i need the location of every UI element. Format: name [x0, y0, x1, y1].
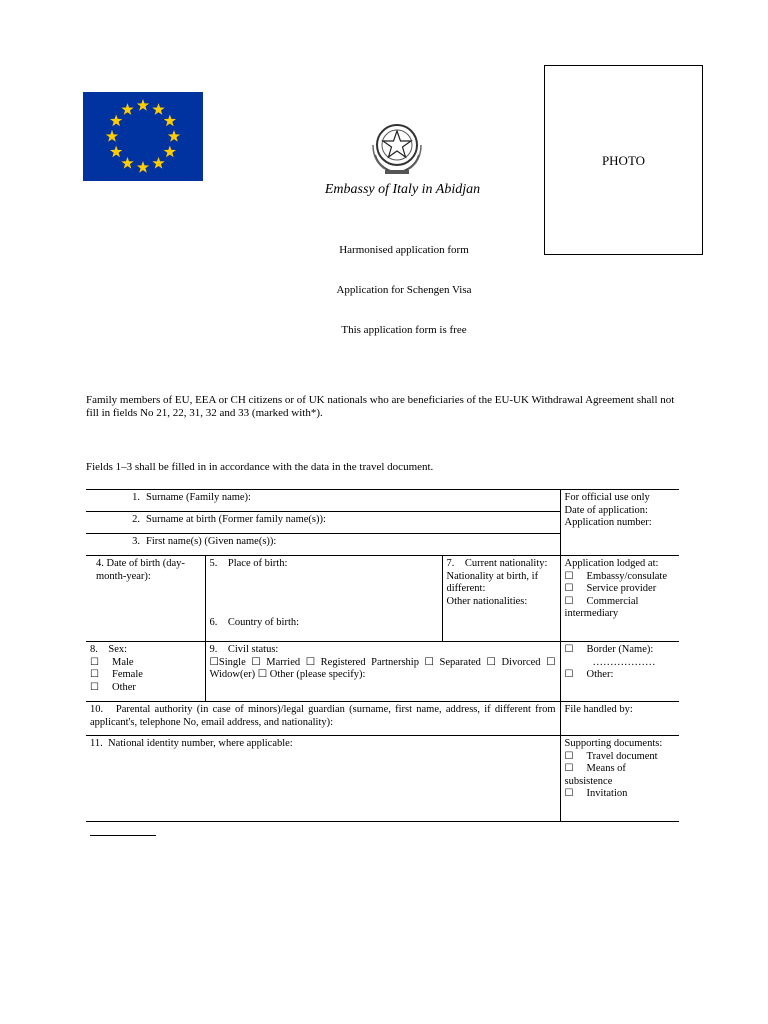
means-of-subsistence-checkbox[interactable]: ☐ Means of subsistence: [565, 763, 676, 788]
border-checkbox[interactable]: ☐ Border (Name):: [565, 644, 676, 657]
supporting-documents-box: Supporting documents: ☐ Travel document ☐ Means of subsistence ☐ Invitation: [560, 736, 679, 822]
flag-star-icon: [121, 157, 133, 169]
free-note: This application form is free: [341, 324, 467, 336]
lodged-embassy-checkbox[interactable]: ☐ Embassy/consulate: [565, 571, 676, 584]
place-country-of-birth-field[interactable]: 5. Place of birth: 6. Country of birth:: [205, 556, 442, 642]
application-lodged-box: Application lodged at: ☐ Embassy/consulate ☐ Service provider ☐ Commercial intermediary: [560, 556, 679, 642]
parental-authority-field[interactable]: 10. Parental authority (in case of minors)/legal guardian (surname, first name, address, if different from applicant's, telephone No, email address, and nationality):: [86, 702, 560, 736]
form-subtitle: Application for Schengen Visa: [336, 284, 472, 296]
application-form-table: [86, 489, 679, 822]
surname-at-birth-field[interactable]: 2. Surname at birth (Former family name(s)):: [86, 512, 560, 534]
italian-emblem-icon: [365, 115, 429, 179]
lodged-service-provider-checkbox[interactable]: ☐ Service provider: [565, 583, 676, 596]
first-name-field[interactable]: 3. First name(s) (Given name(s)):: [86, 534, 560, 556]
border-box: ☐ Border (Name): ……………… ☐ Other:: [560, 642, 679, 702]
nationality-field[interactable]: 7. Current nationality: Nationality at birth, if different: Other nationalities:: [442, 556, 560, 642]
embassy-name: Embassy of Italy in Abidjan: [324, 182, 481, 197]
surname-field[interactable]: 1. Surname (Family name):: [86, 490, 560, 512]
flag-star-icon: [152, 103, 164, 115]
travel-document-checkbox[interactable]: ☐ Travel document: [565, 751, 676, 764]
photo-label: PHOTO: [601, 153, 646, 168]
sex-other-checkbox[interactable]: ☐ Other: [90, 682, 201, 695]
family-members-note: Family members of EU, EEA or CH citizens or of UK nationals who are beneficiaries of the EU-UK Withdrawal Agreement shall not fill in fields No 21, 22, 31, 32 and 33 (marked with*).: [86, 394, 675, 419]
invitation-checkbox[interactable]: ☐ Invitation: [565, 788, 676, 801]
date-of-birth-field[interactable]: 4. Date of birth (day-month-year):: [86, 556, 205, 642]
sex-male-checkbox[interactable]: ☐ Male: [90, 657, 201, 670]
flag-star-icon: [164, 146, 176, 158]
photo-box[interactable]: [544, 65, 703, 255]
flag-star-icon: [106, 130, 118, 142]
sex-field: 8. Sex: ☐ Male ☐ Female ☐ Other: [86, 642, 205, 702]
lodged-commercial-checkbox[interactable]: ☐ Commercial intermediary: [565, 596, 676, 621]
flag-star-icon: [152, 157, 164, 169]
fields-note: Fields 1–3 shall be filled in in accordance with the data in the travel document.: [86, 461, 434, 473]
flag-star-icon: [168, 130, 180, 142]
flag-star-icon: [110, 146, 122, 158]
flag-star-icon: [164, 115, 176, 127]
official-use-box: For official use only Date of application: Application number:: [560, 490, 679, 556]
form-title: Harmonised application form: [339, 244, 469, 256]
flag-star-icon: [110, 115, 122, 127]
eu-flag-logo: [83, 92, 203, 181]
sex-female-checkbox[interactable]: ☐ Female: [90, 669, 201, 682]
flag-star-icon: [137, 99, 149, 111]
civil-status-field[interactable]: 9. Civil status: ☐Single ☐ Married ☐ Registered Partnership ☐ Separated ☐ Divorced ☐ Widow(er) ☐ Other (please specify):: [205, 642, 560, 702]
footnote-divider: [90, 835, 156, 836]
national-id-field[interactable]: 11. National identity number, where applicable:: [86, 736, 560, 822]
border-other-checkbox[interactable]: ☐ Other:: [565, 669, 676, 682]
file-handled-box: File handled by:: [560, 702, 679, 736]
eu-stars-icon: [83, 92, 203, 181]
flag-star-icon: [121, 103, 133, 115]
flag-star-icon: [137, 161, 149, 173]
